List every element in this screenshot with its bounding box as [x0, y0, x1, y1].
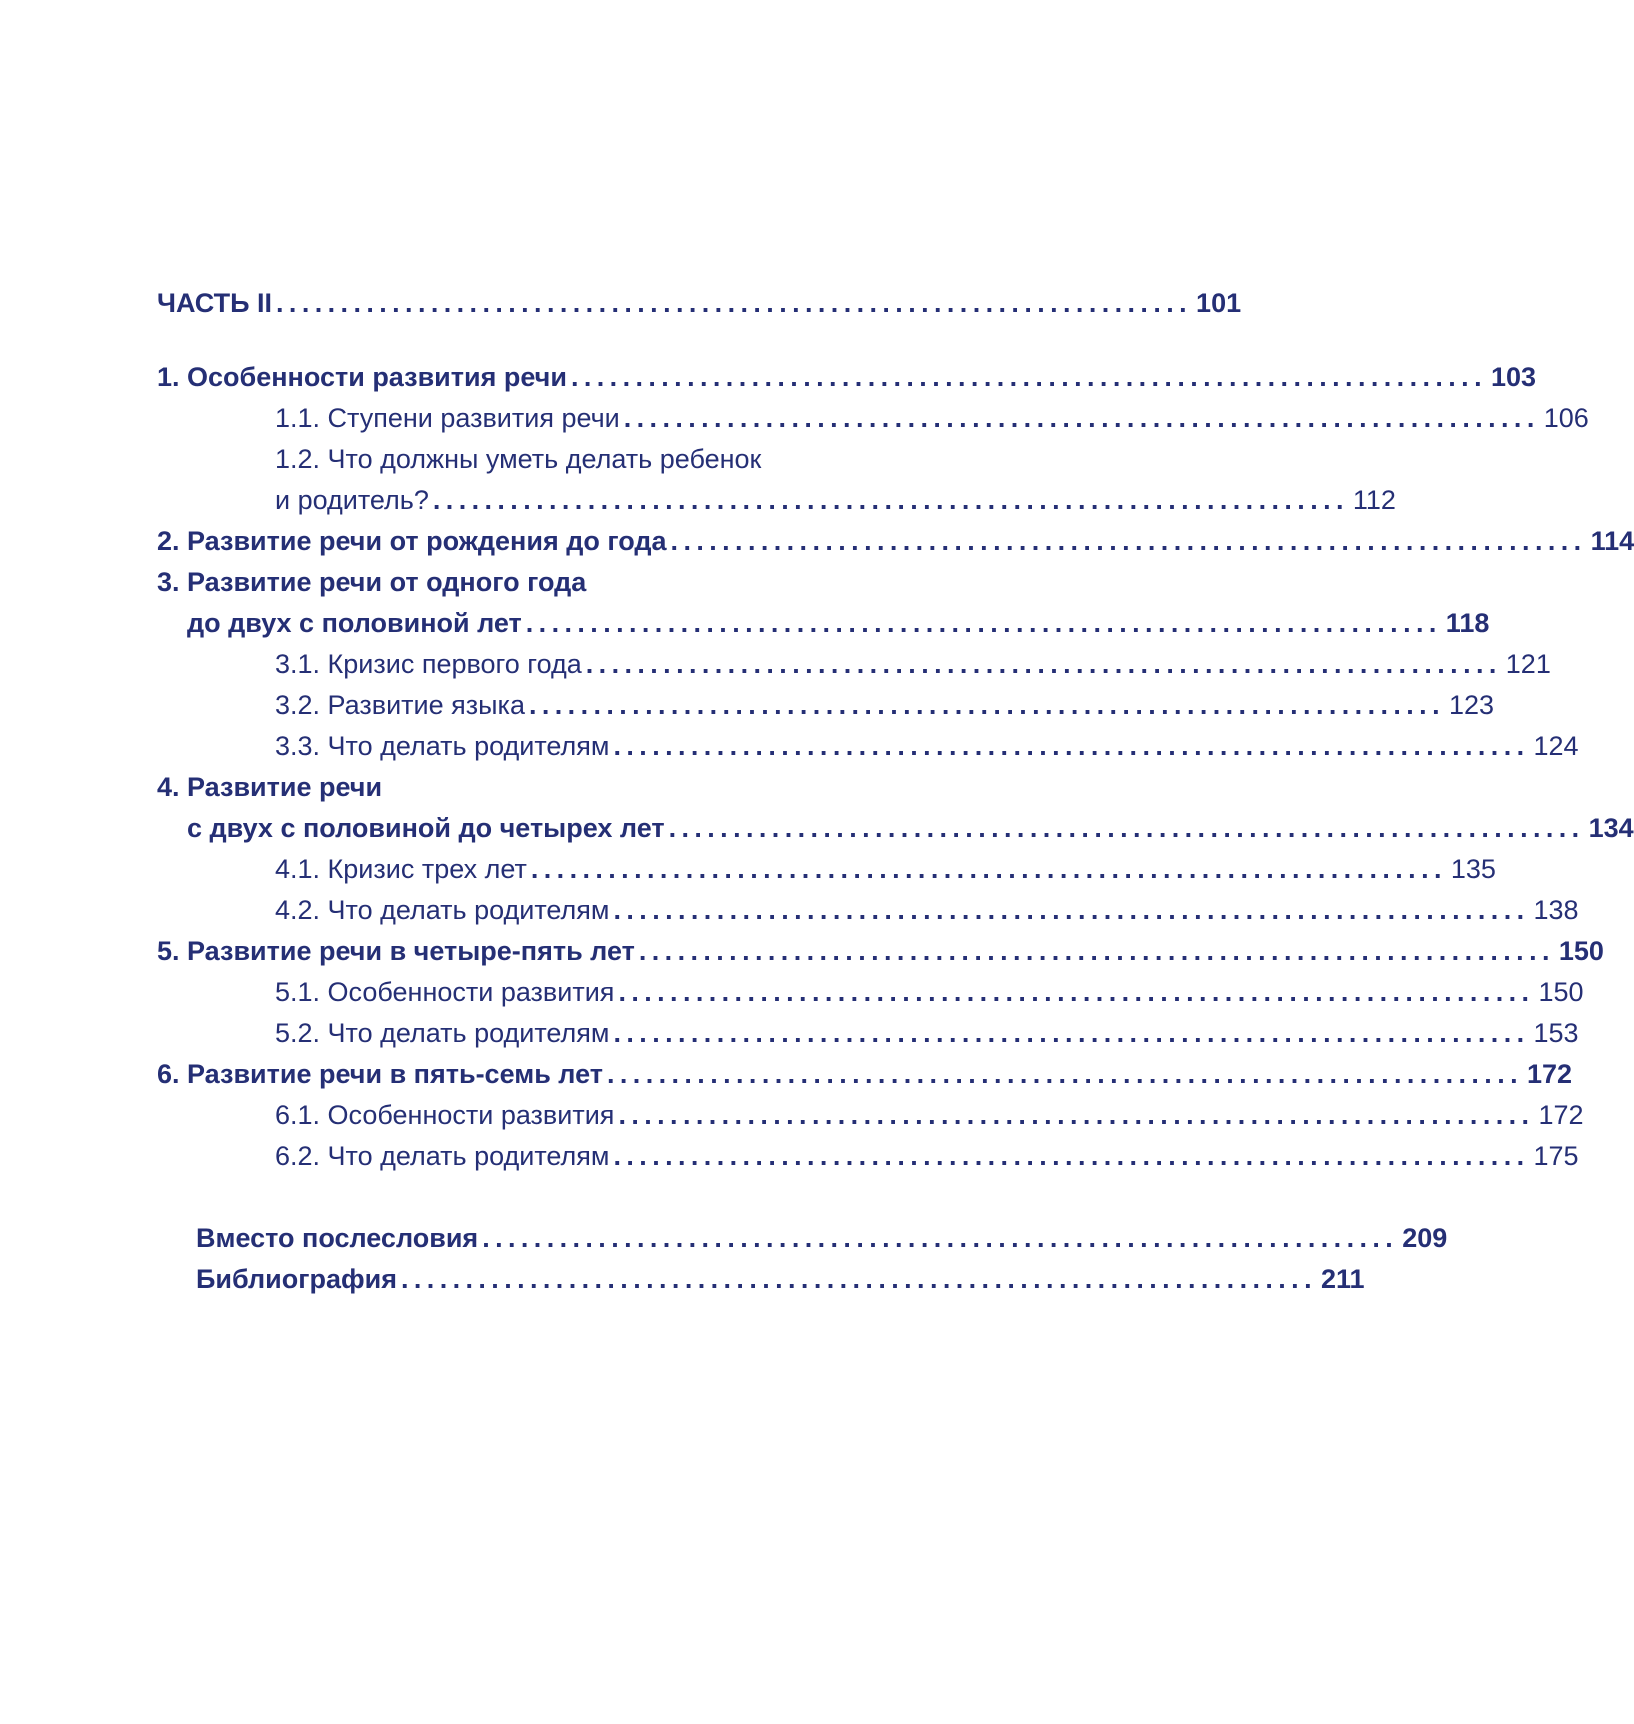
toc-entry-title: 3.2. Развитие языка — [275, 690, 525, 720]
toc-leader-dots: ....................................................................... — [613, 895, 1530, 925]
toc-entry-1-2-line1[interactable] — [0, 438, 1118, 480]
toc-entry-1-2[interactable] — [0, 479, 1396, 521]
toc-page-number: 153 — [1533, 1018, 1579, 1048]
toc-entry-title: 5.1. Особенности развития — [275, 977, 615, 1007]
toc-entry-5-1[interactable] — [0, 971, 1584, 1013]
toc-entry-title-continued: и родитель? — [275, 485, 429, 515]
toc-leader-dots: ....................................................................... — [432, 485, 1349, 515]
toc-entry-3[interactable] — [0, 602, 1490, 644]
toc-entry-title: 3.3. Что делать родителям — [275, 731, 610, 761]
toc-entry-title: 1.1. Ступени развития речи — [275, 403, 620, 433]
toc-entry-2[interactable] — [0, 520, 1634, 562]
toc-page-number: 138 — [1533, 895, 1579, 925]
toc-entry-title: 4.2. Что делать родителям — [275, 895, 610, 925]
toc-page-number: 103 — [1490, 362, 1537, 392]
toc-entry-title-continued: с двух с половиной до четырех лет — [187, 813, 665, 843]
toc-leader-dots: ....................................................................... — [585, 649, 1502, 679]
toc-leader-dots: ....................................................................... — [613, 1141, 1530, 1171]
toc-entry-title: ЧАСТЬ II — [157, 288, 273, 318]
toc-leader-dots: ....................................................................... — [618, 977, 1535, 1007]
toc-leader-dots: ....................................................................... — [613, 1018, 1530, 1048]
toc-leader-dots: ....................................................................... — [668, 813, 1585, 843]
toc-leader-dots: ....................................................................... — [400, 1264, 1317, 1294]
toc-leader-dots: ....................................................................... — [482, 1223, 1399, 1253]
toc-entry-title: 6.1. Особенности развития — [275, 1100, 615, 1130]
toc-page-number: 123 — [1448, 690, 1495, 720]
toc-entry-title: Вместо послесловия — [196, 1223, 479, 1253]
toc-leader-dots: ....................................................................... — [670, 526, 1587, 556]
toc-page-number: 118 — [1445, 608, 1490, 638]
toc-entry-title: 4.1. Кризис трех лет — [275, 854, 527, 884]
toc-entry-3-1[interactable] — [0, 643, 1551, 685]
toc-entry-6[interactable] — [0, 1053, 1573, 1095]
toc-entry-title: 4. Развитие речи — [157, 772, 383, 802]
toc-entry-title: 1. Особенности развития речи — [157, 362, 567, 392]
toc-entry-4[interactable] — [0, 807, 1634, 849]
toc-page-number: 175 — [1533, 1141, 1579, 1171]
toc-page-number: 112 — [1352, 485, 1396, 515]
toc-page-number: 101 — [1196, 288, 1242, 318]
toc-entry-3-3[interactable] — [0, 725, 1579, 767]
toc-bibliography[interactable] — [0, 1258, 1365, 1300]
toc-afterword[interactable] — [0, 1217, 1448, 1259]
toc-page-number: 172 — [1538, 1100, 1584, 1130]
toc-entry-title: 5.2. Что делать родителям — [275, 1018, 610, 1048]
toc-page-number: 135 — [1450, 854, 1496, 884]
toc-entry-1-1[interactable] — [0, 397, 1589, 439]
toc-entry-title: 6.2. Что делать родителям — [275, 1141, 610, 1171]
toc-entry-title: 3.1. Кризис первого года — [275, 649, 582, 679]
toc-leader-dots: ....................................................................... — [607, 1059, 1524, 1089]
toc-page-number: 114 — [1590, 526, 1634, 556]
toc-leader-dots: ....................................................................... — [613, 731, 1530, 761]
toc-page-number: 211 — [1321, 1264, 1365, 1294]
toc-leader-dots: ....................................................................... — [638, 936, 1555, 966]
toc-entry-title: Библиография — [196, 1264, 397, 1294]
toc-entry-6-1[interactable] — [0, 1094, 1584, 1136]
toc-part-2[interactable] — [0, 282, 1242, 324]
toc-page-number: 134 — [1588, 813, 1634, 843]
toc-entry-title: 2. Развитие речи от рождения до года — [157, 526, 667, 556]
toc-page-number: 121 — [1505, 649, 1551, 679]
toc-entry-5[interactable] — [0, 930, 1604, 972]
toc-entry-4-1[interactable] — [0, 848, 1496, 890]
toc-page-number: 150 — [1558, 936, 1604, 966]
toc-page-number: 150 — [1538, 977, 1584, 1007]
toc-leader-dots: ....................................................................... — [570, 362, 1487, 392]
toc-entry-4-2[interactable] — [0, 889, 1579, 931]
toc-entry-title: 3. Развитие речи от одного года — [157, 567, 587, 597]
toc-leader-dots: ....................................................................... — [276, 288, 1193, 318]
toc-leader-dots: ....................................................................... — [525, 608, 1442, 638]
toc-leader-dots: ....................................................................... — [623, 403, 1540, 433]
toc-entry-title: 6. Развитие речи в пять-семь лет — [157, 1059, 603, 1089]
toc-entry-5-2[interactable] — [0, 1012, 1579, 1054]
toc-entry-3-2[interactable] — [0, 684, 1495, 726]
toc-page-number: 172 — [1527, 1059, 1573, 1089]
toc-entry-1[interactable] — [0, 356, 1537, 398]
toc-leader-dots: ....................................................................... — [618, 1100, 1535, 1130]
toc-entry-title: 5. Развитие речи в четыре-пять лет — [157, 936, 635, 966]
toc-entry-title: 1.2. Что должны уметь делать ребенок — [275, 444, 762, 474]
toc-leader-dots: ....................................................................... — [530, 854, 1447, 884]
toc-page-number: 106 — [1543, 403, 1589, 433]
toc-leader-dots: ....................................................................... — [528, 690, 1445, 720]
toc-page-number: 124 — [1533, 731, 1579, 761]
toc-entry-4-line1[interactable] — [0, 766, 1118, 808]
toc-entry-title-continued: до двух с половиной лет — [187, 608, 522, 638]
toc-entry-6-2[interactable] — [0, 1135, 1579, 1177]
toc-entry-3-line1[interactable] — [0, 561, 1118, 603]
toc-page-number: 209 — [1402, 1223, 1448, 1253]
